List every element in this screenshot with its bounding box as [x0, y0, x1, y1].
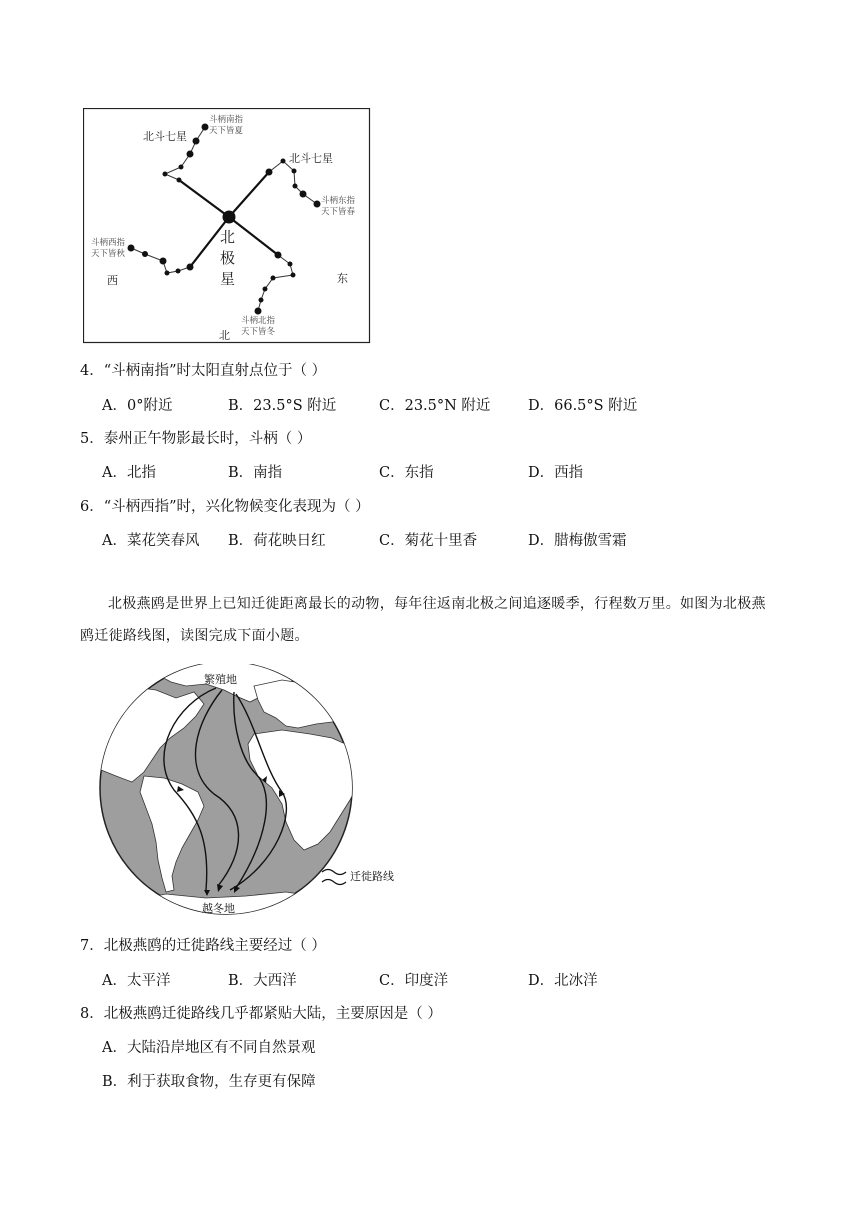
polaris-label-3: 星 [220, 270, 236, 288]
direction-west: 西 [107, 274, 118, 287]
polaris-label-2: 极 [220, 249, 236, 267]
q7-option-b[interactable]: B．大西洋 [228, 973, 297, 989]
q7-option-c[interactable]: C．印度洋 [379, 973, 449, 989]
question-7: 7．北极燕鸥的迁徙路线主要经过（ ） [80, 938, 326, 954]
q4-option-c[interactable]: C．23.5°N 附近 [379, 398, 491, 414]
antarctica-land [126, 892, 366, 916]
q4-option-d[interactable]: D．66.5°S 附近 [528, 398, 638, 414]
note-east-1: 斗柄东指 [321, 196, 356, 206]
wintering-ground-label: 越冬地 [202, 902, 235, 915]
q6-option-b[interactable]: B．荷花映日红 [228, 533, 326, 549]
q7-option-d[interactable]: D．北冰洋 [528, 973, 598, 989]
direction-north: 北 [219, 329, 230, 342]
polaris-label-1: 北 [220, 228, 236, 246]
q4-option-b[interactable]: B．23.5°S 附近 [228, 398, 337, 414]
note-south-1: 斗柄南指 [209, 115, 244, 125]
q6-option-c[interactable]: C．菊花十里香 [379, 533, 478, 549]
q5-option-b[interactable]: B．南指 [228, 465, 283, 481]
q4-option-a[interactable]: A．0°附近 [102, 398, 173, 414]
legend-migration-label: 迁徙路线 [350, 870, 394, 883]
q6-option-a[interactable]: A．菜花笑春风 [102, 533, 200, 549]
q7-option-a[interactable]: A．太平洋 [102, 973, 171, 989]
migration-map [86, 664, 398, 916]
note-east-2: 天下皆春 [321, 207, 356, 217]
question-4: 4．“斗柄南指”时太阳直射点位于（ ） [80, 363, 327, 379]
q8-option-a[interactable]: A．大陆沿岸地区有不同自然景观 [102, 1040, 316, 1056]
dipper-label-right: 北斗七星 [289, 152, 333, 165]
legend-migration-icon [322, 870, 346, 885]
polaris-star [223, 211, 236, 224]
note-west-1: 斗柄西指 [91, 238, 126, 248]
note-west-2: 天下皆秋 [91, 249, 126, 259]
question-8: 8．北极燕鸥迁徙路线几乎都紧贴大陆，主要原因是（ ） [80, 1006, 442, 1022]
q5-option-d[interactable]: D．西指 [528, 465, 584, 481]
question-5: 5．泰州正午物影最长时，斗柄（ ） [80, 431, 312, 447]
passage-text: 北极燕鸥是世界上已知迁徙距离最长的动物，每年往返南北极之间追逐暖季，行程数万里。如图为北极燕鸥迁徙路线图，读图完成下面小题。 [80, 596, 766, 644]
q5-option-a[interactable]: A．北指 [102, 465, 156, 481]
note-south-2: 天下皆夏 [209, 126, 244, 136]
note-north-2: 天下皆冬 [241, 327, 276, 337]
direction-east: 东 [337, 272, 348, 285]
note-north-1: 斗柄北指 [241, 316, 276, 326]
big-dipper-figure [83, 108, 371, 344]
q8-option-b[interactable]: B．利于获取食物，生存更有保障 [102, 1074, 316, 1090]
dipper-label-top: 北斗七星 [143, 130, 187, 143]
breeding-ground-label: 繁殖地 [204, 673, 237, 686]
question-6: 6．“斗柄西指”时，兴化物候变化表现为（ ） [80, 499, 370, 515]
q6-option-d[interactable]: D．腊梅傲雪霜 [528, 533, 627, 549]
q5-option-c[interactable]: C．东指 [379, 465, 434, 481]
